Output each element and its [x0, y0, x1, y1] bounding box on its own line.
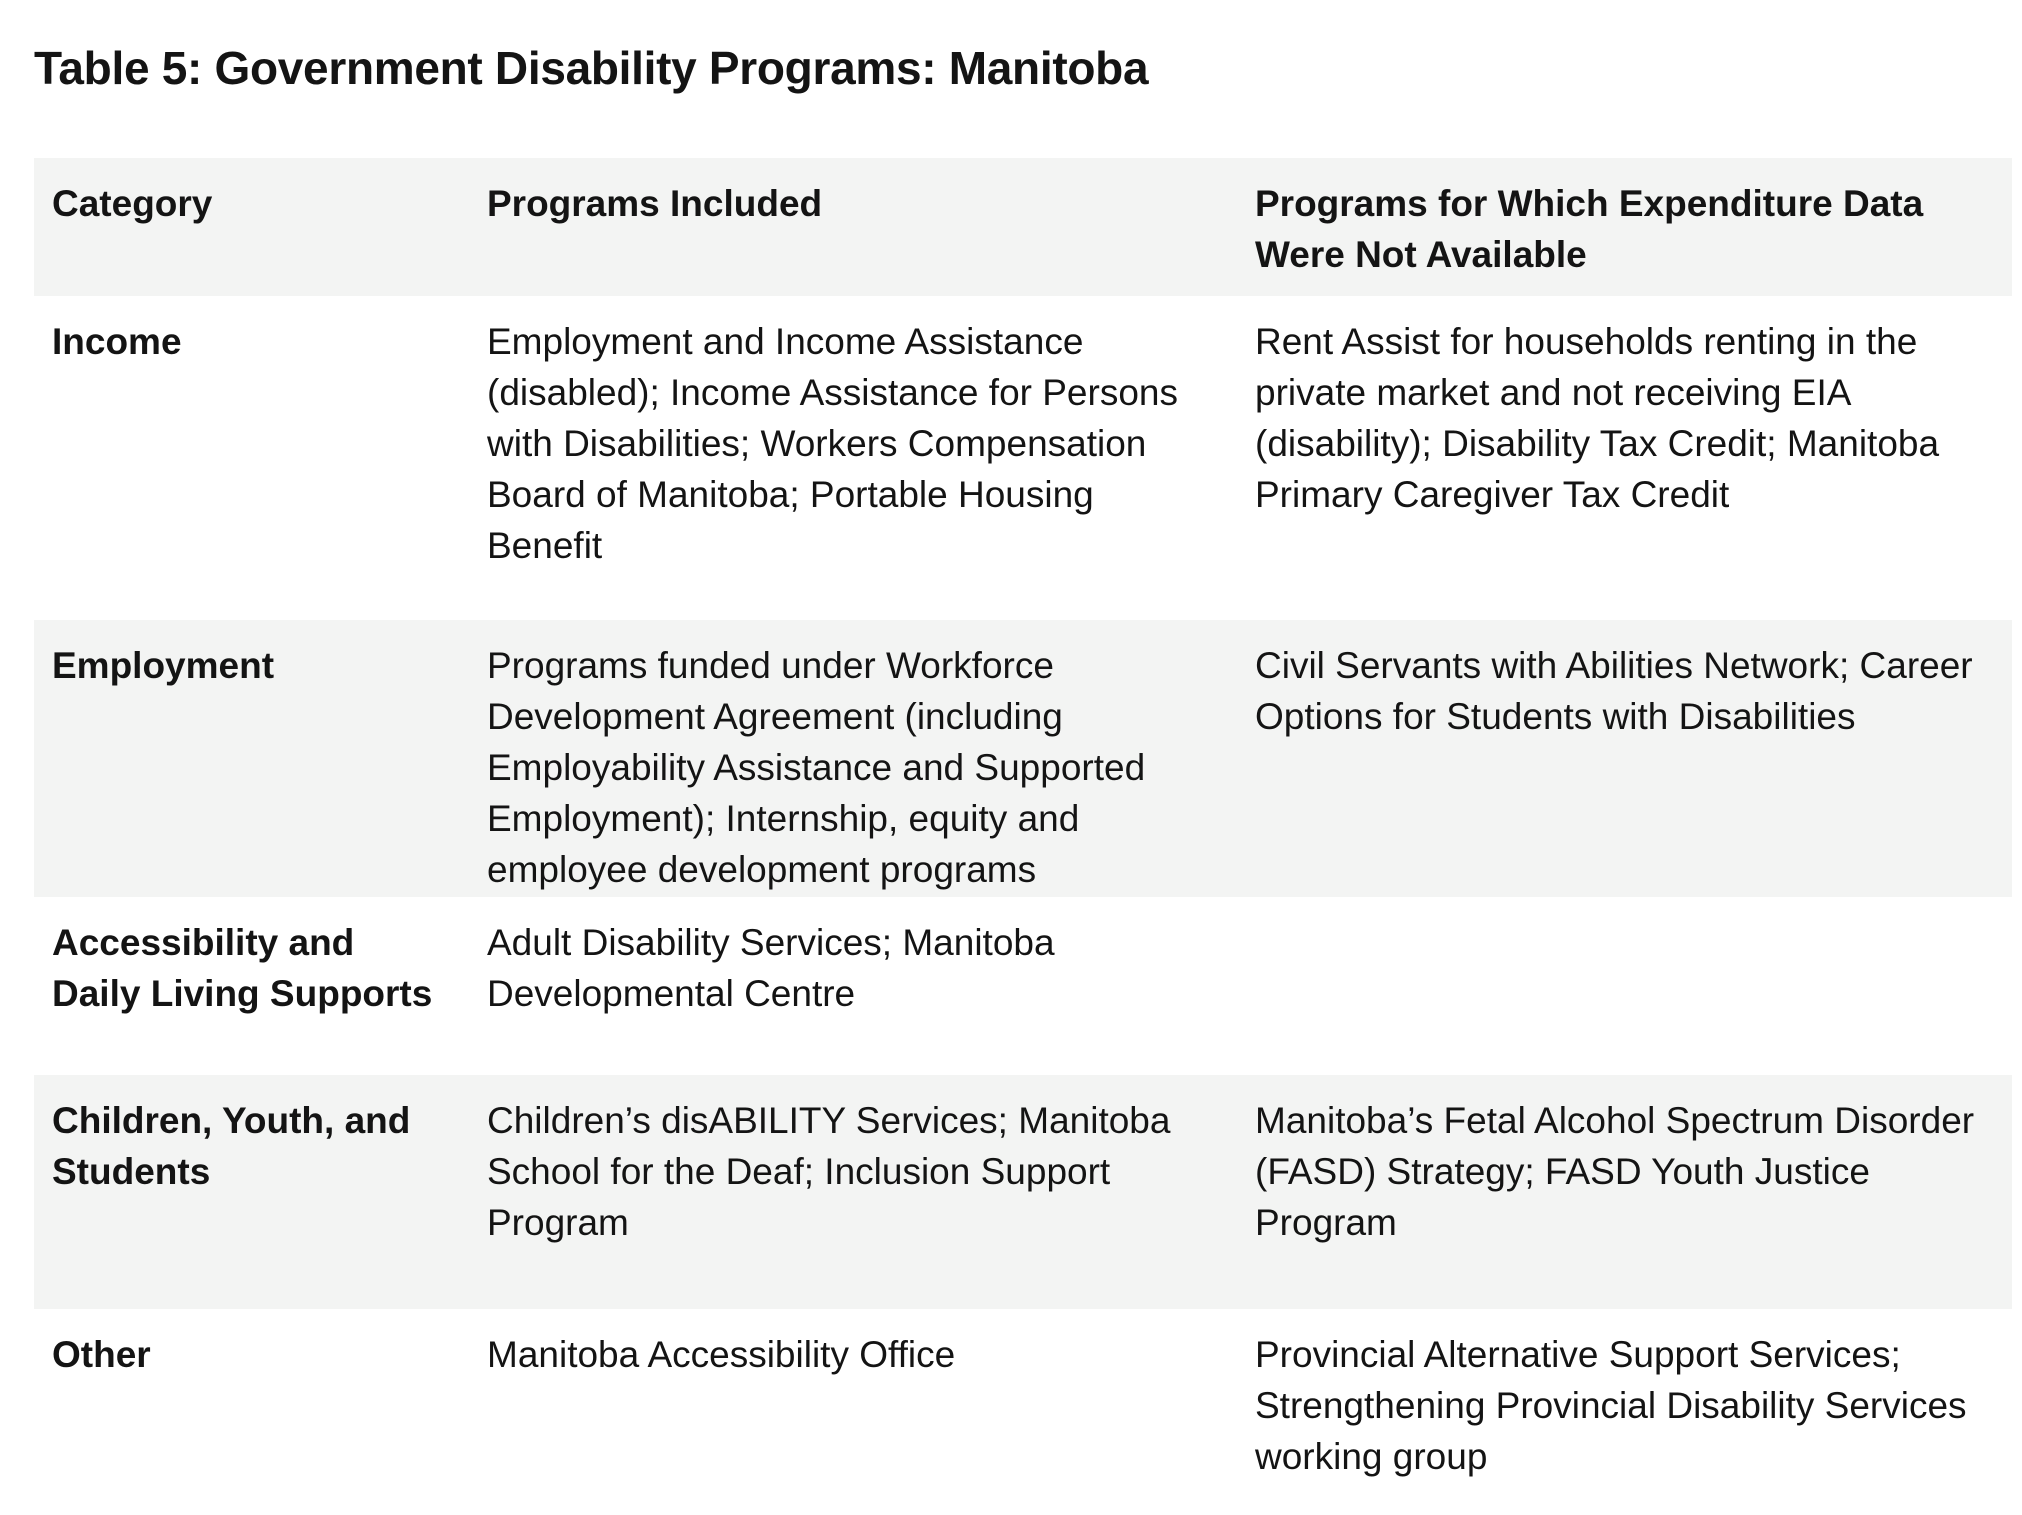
programs-not-available-cell: Rent Assist for households renting in the private market and not receiving EIA (disability); Disability Tax Credit; Manitoba Primary Caregiver Tax Credit	[1255, 321, 1940, 515]
table-row-children	[34, 1075, 2012, 1309]
programs-included-cell: Manitoba Accessibility Office	[487, 1334, 956, 1375]
table-header-row	[34, 158, 2012, 296]
programs-included-cell: Children’s disABILITY Services; Manitoba School for the Deaf; Inclusion Support Program	[487, 1100, 1171, 1243]
header-programs-included: Programs Included	[487, 183, 823, 224]
header-programs-not-available: Programs for Which Expenditure Data Were Not Available	[1255, 183, 1924, 275]
programs-not-available-cell: Manitoba’s Fetal Alcohol Spectrum Disorder (FASD) Strategy; FASD Youth Justice Program	[1255, 1100, 1975, 1243]
table-row-other	[34, 1309, 2012, 1499]
programs-included-cell: Programs funded under Workforce Development Agreement (including Employability Assistance and Supported Employment); Internship, equity and employee development programs	[487, 645, 1146, 890]
programs-not-available-cell: Provincial Alternative Support Services; Strengthening Provincial Disability Services working group	[1255, 1334, 1967, 1477]
category-cell: Other	[52, 1334, 151, 1375]
programs-included-cell: Employment and Income Assistance (disabled); Income Assistance for Persons with Disabilities; Workers Compensation Board of Manitoba; Portable Housing Benefit	[487, 321, 1178, 566]
category-cell: Employment	[52, 645, 275, 686]
category-cell: Children, Youth, and Students	[52, 1100, 411, 1192]
category-cell: Accessibility and Daily Living Supports	[52, 922, 433, 1014]
programs-included-cell: Adult Disability Services; Manitoba Developmental Centre	[487, 922, 1055, 1014]
table-row-income	[34, 296, 2012, 620]
programs-not-available-cell	[1237, 897, 2012, 1075]
category-cell: Income	[52, 321, 182, 362]
programs-not-available-cell: Civil Servants with Abilities Network; Career Options for Students with Disabilities	[1255, 645, 1973, 737]
programs-table	[34, 158, 2012, 1499]
table-row-accessibility	[34, 897, 2012, 1075]
table-title: Table 5: Government Disability Programs: Manitoba	[34, 42, 1149, 94]
header-category: Category	[52, 183, 213, 224]
table-row-employment	[34, 620, 2012, 897]
